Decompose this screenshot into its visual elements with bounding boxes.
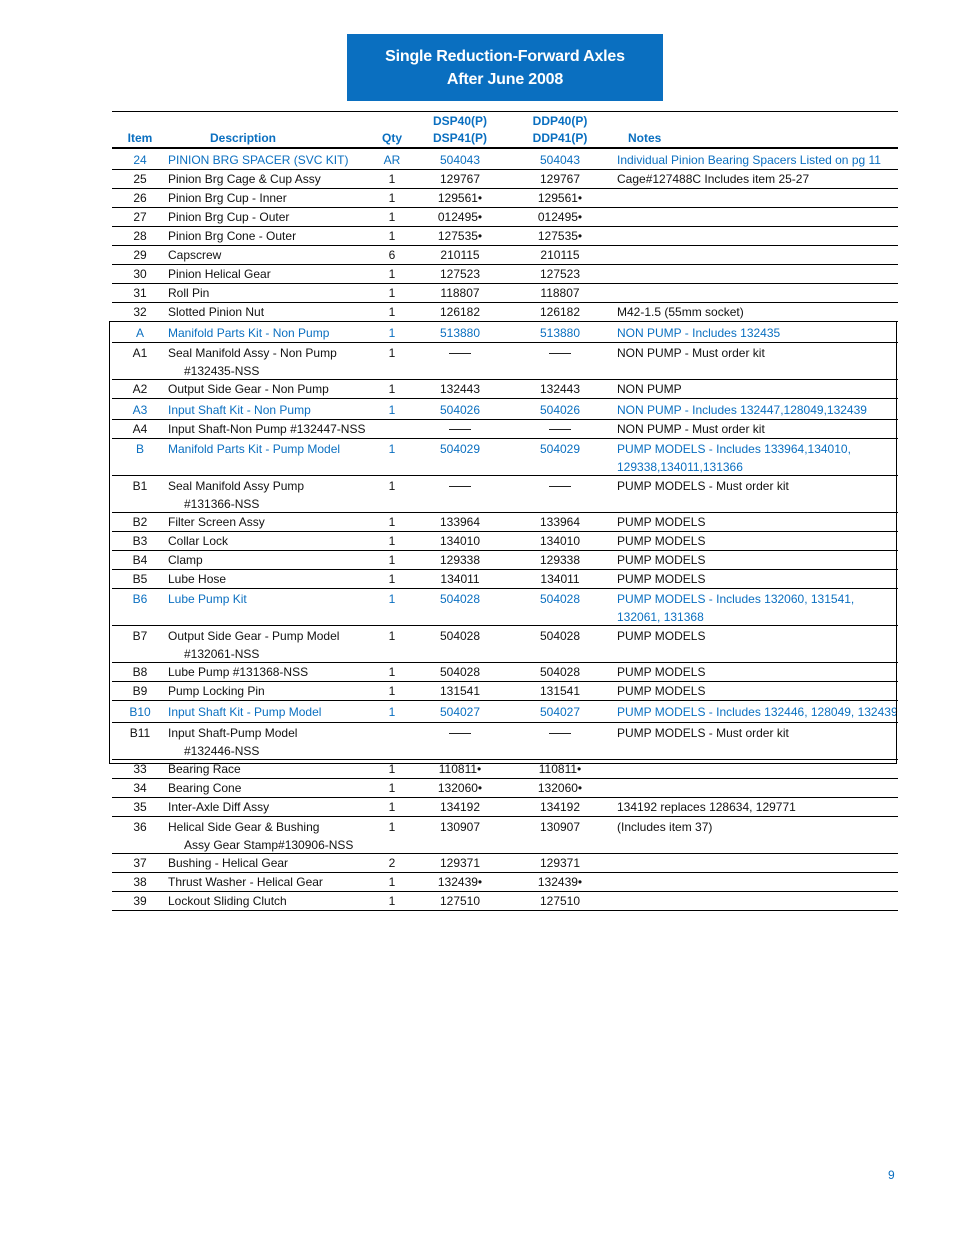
row-part-p2: 210115	[540, 248, 580, 262]
row-notes: 134192 replaces 128634, 129771	[617, 800, 796, 814]
row-part-p2: 012495•	[537, 210, 583, 224]
row-description	[168, 873, 368, 891]
row-notes: NON PUMP - Includes 132447,128049,132439	[617, 403, 867, 417]
row-description	[168, 798, 368, 816]
row-item: B6	[132, 592, 148, 606]
row-part-p2: 129767	[539, 172, 581, 186]
row-qty: 1	[388, 894, 396, 908]
row-part-p1: 127535•	[437, 229, 483, 243]
row-item: A1	[132, 346, 148, 360]
row-part-p2: 504028	[539, 629, 581, 643]
row-item: B1	[132, 479, 148, 493]
row-description	[168, 570, 368, 588]
row-description	[168, 151, 368, 169]
row-description	[168, 265, 368, 283]
row-part-p2: 110811•	[538, 762, 582, 776]
row-part-p2-not-available	[512, 344, 608, 362]
table-row	[112, 873, 898, 892]
row-qty: 1	[388, 875, 396, 889]
table-row	[112, 589, 898, 626]
row-description	[168, 682, 368, 700]
row-notes: PUMP MODELS	[617, 553, 706, 567]
row-item: A4	[132, 422, 148, 436]
row-qty: 1	[388, 286, 396, 300]
table-row	[112, 779, 898, 798]
header-notes: Notes	[628, 131, 662, 145]
table-row	[112, 284, 898, 303]
row-item: B4	[132, 553, 148, 567]
row-part-p2: 132060•	[537, 781, 583, 795]
row-part-p1: 131541	[439, 684, 481, 698]
row-part-p1: 504043	[439, 153, 481, 167]
row-description	[168, 551, 368, 569]
table-row	[112, 626, 898, 663]
row-part-p1: 118807	[440, 286, 480, 300]
row-notes: PUMP MODELS - Includes 132060, 131541, 132061, 131368	[617, 592, 855, 624]
description-text: Pinion Brg Cup - Inner	[168, 191, 287, 205]
row-description	[168, 344, 368, 380]
row-item: B10	[129, 705, 151, 719]
row-description	[168, 324, 368, 342]
row-item: B9	[132, 684, 148, 698]
row-qty: 1	[388, 403, 396, 417]
row-item: 31	[133, 286, 147, 300]
row-qty: 1	[388, 534, 396, 548]
table-row	[112, 892, 898, 911]
header-item: Item	[127, 131, 153, 145]
description-text: Lube Pump Kit	[168, 592, 247, 606]
description-text: Slotted Pinion Nut	[168, 305, 265, 319]
description-text: Lockout Sliding Clutch	[168, 894, 287, 908]
row-notes: NON PUMP - Must order kit	[617, 346, 765, 360]
table-row	[112, 723, 898, 760]
row-part-p1: 504028	[439, 592, 481, 606]
row-part-p1: 504026	[439, 403, 481, 417]
table-row	[112, 682, 898, 701]
description-text: Pinion Brg Cup - Outer	[168, 210, 290, 224]
description-text: Lube Hose	[168, 572, 227, 586]
dash-mark	[549, 353, 571, 354]
row-part-p2: 131541	[539, 684, 581, 698]
description-text: Manifold Parts Kit - Non Pump	[168, 326, 330, 340]
table-row	[112, 701, 898, 723]
row-part-p1: 134192	[439, 800, 481, 814]
row-item: 34	[133, 781, 147, 795]
row-item: 37	[133, 856, 147, 870]
row-description	[168, 246, 368, 264]
table-row	[112, 760, 898, 779]
row-part-p1-not-available	[412, 420, 508, 438]
dash-mark	[449, 429, 471, 430]
table-row	[112, 343, 898, 380]
header-ddp-line-2: DDP41(P)	[532, 131, 588, 145]
row-notes: Individual Pinion Bearing Spacers Listed on pg 11	[617, 153, 881, 167]
row-notes: PUMP MODELS	[617, 534, 706, 548]
row-description	[168, 420, 368, 438]
row-item: B5	[132, 572, 148, 586]
description-text: Input Shaft-Non Pump #132447-NSS	[168, 422, 366, 436]
row-part-p1: 129338	[439, 553, 481, 567]
header-dsp-line-2: DSP41(P)	[432, 131, 488, 145]
table-row	[112, 476, 898, 513]
description-text: Capscrew	[168, 248, 222, 262]
row-item: 29	[133, 248, 147, 262]
row-item: B11	[129, 726, 151, 740]
dash-mark	[549, 733, 571, 734]
row-part-p2: 129561•	[537, 191, 583, 205]
row-item: 36	[133, 820, 147, 834]
row-part-p2: 118807	[540, 286, 580, 300]
row-part-p2: 129371	[539, 856, 581, 870]
table-row	[112, 189, 898, 208]
row-item: 35	[133, 800, 147, 814]
row-part-p2: 504027	[539, 705, 581, 719]
header-qty: Qty	[381, 131, 402, 145]
row-part-p2-not-available	[512, 724, 608, 742]
row-part-p2: 504026	[539, 403, 581, 417]
table-row	[112, 246, 898, 265]
row-item: 33	[133, 762, 147, 776]
row-part-p1: 504029	[439, 442, 481, 456]
row-part-p1: 133964	[439, 515, 481, 529]
table-header	[112, 111, 898, 149]
row-description	[168, 854, 368, 872]
row-qty: 1	[388, 553, 396, 567]
table-row	[112, 817, 898, 854]
row-part-p1: 504027	[439, 705, 481, 719]
description-text: Filter Screen Assy	[168, 515, 265, 529]
table-row	[112, 663, 898, 682]
row-part-p1: 134010	[439, 534, 481, 548]
row-part-p1: 129371	[439, 856, 481, 870]
row-notes: NON PUMP	[617, 382, 682, 396]
row-notes: Cage#127488C Includes item 25-27	[617, 172, 810, 186]
row-part-p2: 504029	[539, 442, 581, 456]
description-text: Bearing Cone	[168, 781, 242, 795]
description-text: Pinion Helical Gear	[168, 267, 271, 281]
row-item: A	[135, 326, 144, 340]
description-text: Clamp	[168, 553, 203, 567]
table-row	[112, 149, 898, 170]
row-description	[168, 284, 368, 302]
row-qty: 1	[388, 684, 396, 698]
table-row	[112, 322, 898, 343]
row-description	[168, 477, 368, 513]
row-qty: 1	[388, 229, 396, 243]
description-text: Input Shaft Kit - Pump Model	[168, 705, 322, 719]
row-part-p2: 513880	[539, 326, 581, 340]
row-notes: NON PUMP - Includes 132435	[617, 326, 781, 340]
row-part-p1: 134011	[440, 572, 480, 586]
row-notes: PUMP MODELS	[617, 629, 706, 643]
row-part-p2: 133964	[539, 515, 581, 529]
table-row	[112, 380, 898, 399]
row-notes: PUMP MODELS - Includes 132446, 128049, 132439	[617, 705, 898, 719]
row-notes: PUMP MODELS	[617, 684, 706, 698]
row-description	[168, 189, 368, 207]
row-part-p2: 134011	[540, 572, 580, 586]
row-item: 26	[133, 191, 147, 205]
row-description	[168, 818, 368, 854]
description-text: Pump Locking Pin	[168, 684, 265, 698]
description-text: PINION BRG SPACER (SVC KIT)	[168, 153, 349, 167]
row-item: B2	[132, 515, 148, 529]
description-subline: Assy Gear Stamp#130906-NSS	[184, 838, 354, 852]
description-text: Inter-Axle Diff Assy	[168, 800, 270, 814]
row-qty: 1	[388, 572, 396, 586]
description-text: Bushing - Helical Gear	[168, 856, 289, 870]
description-text: Thrust Washer - Helical Gear	[168, 875, 323, 889]
dash-mark	[449, 353, 471, 354]
description-text: Helical Side Gear & Bushing	[168, 820, 320, 834]
row-qty: 1	[388, 210, 396, 224]
row-item: A2	[132, 382, 148, 396]
row-description	[168, 513, 368, 531]
row-part-p2: 126182	[539, 305, 581, 319]
row-description	[168, 627, 368, 663]
table-row	[112, 513, 898, 532]
row-part-p2: 504028	[539, 665, 581, 679]
page-title-banner	[347, 34, 663, 101]
row-notes: PUMP MODELS - Includes 133964,134010, 129338,134011,131366	[617, 442, 851, 474]
row-part-p2: 134010	[539, 534, 581, 548]
row-part-p2: 127510	[539, 894, 581, 908]
row-description	[168, 170, 368, 188]
table-row	[112, 265, 898, 284]
description-subline: #132446-NSS	[184, 744, 260, 758]
row-qty: 1	[388, 326, 396, 340]
table-row	[112, 420, 898, 439]
row-description	[168, 208, 368, 226]
row-part-p1-not-available	[412, 344, 508, 362]
parts-table	[112, 111, 898, 911]
row-part-p2: 504043	[539, 153, 581, 167]
row-part-p2: 132443	[539, 382, 581, 396]
row-notes: PUMP MODELS	[617, 572, 706, 586]
row-qty: 1	[388, 820, 396, 834]
row-part-p1: 012495•	[437, 210, 483, 224]
row-qty: 1	[388, 382, 396, 396]
description-text: Pinion Brg Cone - Outer	[168, 229, 297, 243]
description-text: Bearing Race	[168, 762, 241, 776]
description-subline: #131366-NSS	[184, 497, 260, 511]
row-part-p1: 130907	[439, 820, 481, 834]
description-text: Input Shaft Kit - Non Pump	[168, 403, 311, 417]
table-row	[112, 303, 898, 322]
row-description	[168, 440, 368, 458]
description-text: Input Shaft-Pump Model	[168, 726, 298, 740]
row-part-p2: 130907	[539, 820, 581, 834]
row-part-p1: 132439•	[437, 875, 483, 889]
row-description	[168, 760, 368, 778]
description-text: Seal Manifold Assy Pump	[168, 479, 305, 493]
row-part-p2: 132439•	[537, 875, 583, 889]
header-ddp-line-1: DDP40(P)	[532, 114, 588, 128]
description-text: Pinion Brg Cage & Cup Assy	[168, 172, 321, 186]
row-description	[168, 380, 368, 398]
row-part-p1: 127523	[439, 267, 481, 281]
table-row	[112, 439, 898, 476]
description-text: Collar Lock	[168, 534, 229, 548]
row-qty: 1	[388, 665, 396, 679]
row-part-p1: 132060•	[437, 781, 483, 795]
row-part-p1-not-available	[412, 724, 508, 742]
table-row	[112, 854, 898, 873]
row-part-p1: 129561•	[437, 191, 483, 205]
row-part-p1: 210115	[440, 248, 480, 262]
row-description	[168, 724, 368, 760]
row-description	[168, 532, 368, 550]
page-title-line-2: After June 2008	[446, 70, 564, 88]
row-qty: AR	[383, 153, 401, 167]
table-row	[112, 170, 898, 189]
row-qty: 1	[388, 629, 396, 643]
row-part-p1: 504028	[439, 665, 481, 679]
row-qty: 1	[388, 346, 396, 360]
row-part-p1: 110811•	[438, 762, 482, 776]
row-notes: M42-1.5 (55mm socket)	[617, 305, 744, 319]
row-item: 27	[133, 210, 147, 224]
row-part-p1: 132443	[439, 382, 481, 396]
row-part-p1-not-available	[412, 477, 508, 495]
row-item: B8	[132, 665, 148, 679]
row-qty: 1	[388, 800, 396, 814]
table-row	[112, 208, 898, 227]
row-part-p2: 129338	[539, 553, 581, 567]
page-title-line-1: Single Reduction-Forward Axles	[385, 47, 625, 65]
row-item: 38	[133, 875, 147, 889]
row-notes: PUMP MODELS - Must order kit	[617, 726, 789, 740]
row-part-p2: 127523	[539, 267, 581, 281]
description-text: Output Side Gear - Pump Model	[168, 629, 340, 643]
row-item: B	[135, 442, 144, 456]
row-part-p1: 129767	[439, 172, 481, 186]
row-part-p2: 504028	[539, 592, 581, 606]
description-text: Manifold Parts Kit - Pump Model	[168, 442, 341, 456]
row-part-p2: 134192	[539, 800, 581, 814]
row-item: B3	[132, 534, 148, 548]
dash-mark	[549, 486, 571, 487]
table-body	[112, 149, 898, 911]
dash-mark	[449, 486, 471, 487]
row-qty: 1	[388, 172, 396, 186]
row-part-p2-not-available	[512, 477, 608, 495]
page-number: 9	[888, 1168, 895, 1182]
row-description	[168, 401, 368, 419]
table-row	[112, 551, 898, 570]
row-item: 30	[133, 267, 147, 281]
table-row	[112, 227, 898, 246]
row-part-p1: 513880	[439, 326, 481, 340]
table-row	[112, 798, 898, 817]
row-qty: 1	[388, 705, 396, 719]
row-item: 25	[133, 172, 147, 186]
row-notes: PUMP MODELS	[617, 515, 706, 529]
description-subline: #132061-NSS	[184, 647, 260, 661]
row-description	[168, 892, 368, 910]
row-description	[168, 303, 368, 321]
row-description	[168, 227, 368, 245]
row-description	[168, 590, 368, 608]
row-notes: PUMP MODELS	[617, 665, 706, 679]
row-notes: (Includes item 37)	[617, 820, 713, 834]
row-item: 39	[133, 894, 147, 908]
header-description: Description	[210, 131, 277, 145]
row-qty: 1	[388, 479, 396, 493]
row-qty: 1	[388, 442, 396, 456]
row-qty: 1	[388, 762, 396, 776]
row-qty: 1	[388, 267, 396, 281]
dash-mark	[549, 429, 571, 430]
description-subline: #132435-NSS	[184, 364, 260, 378]
row-part-p1: 504028	[439, 629, 481, 643]
row-part-p1: 126182	[439, 305, 481, 319]
description-text: Seal Manifold Assy - Non Pump	[168, 346, 337, 360]
row-description	[168, 703, 368, 721]
row-notes: NON PUMP - Must order kit	[617, 422, 765, 436]
row-part-p2: 127535•	[537, 229, 583, 243]
row-qty: 1	[388, 191, 396, 205]
row-notes: PUMP MODELS - Must order kit	[617, 479, 789, 493]
description-text: Lube Pump #131368-NSS	[168, 665, 309, 679]
row-qty: 2	[388, 856, 396, 870]
row-part-p2-not-available	[512, 420, 608, 438]
row-item: 24	[133, 153, 147, 167]
table-row	[112, 570, 898, 589]
row-qty: 1	[388, 515, 396, 529]
row-qty: 1	[388, 781, 396, 795]
row-item: 32	[133, 305, 147, 319]
row-item: A3	[132, 403, 148, 417]
row-qty: 6	[388, 248, 396, 262]
description-text: Roll Pin	[168, 286, 210, 300]
row-item: B7	[132, 629, 148, 643]
description-text: Output Side Gear - Non Pump	[168, 382, 329, 396]
row-qty: 1	[388, 305, 396, 319]
table-row	[112, 532, 898, 551]
table-row	[112, 399, 898, 420]
dash-mark	[449, 733, 471, 734]
header-dsp-line-1: DSP40(P)	[432, 114, 488, 128]
row-part-p1: 127510	[439, 894, 481, 908]
row-item: 28	[133, 229, 147, 243]
row-description	[168, 663, 368, 681]
row-qty: 1	[388, 592, 396, 606]
row-description	[168, 779, 368, 797]
